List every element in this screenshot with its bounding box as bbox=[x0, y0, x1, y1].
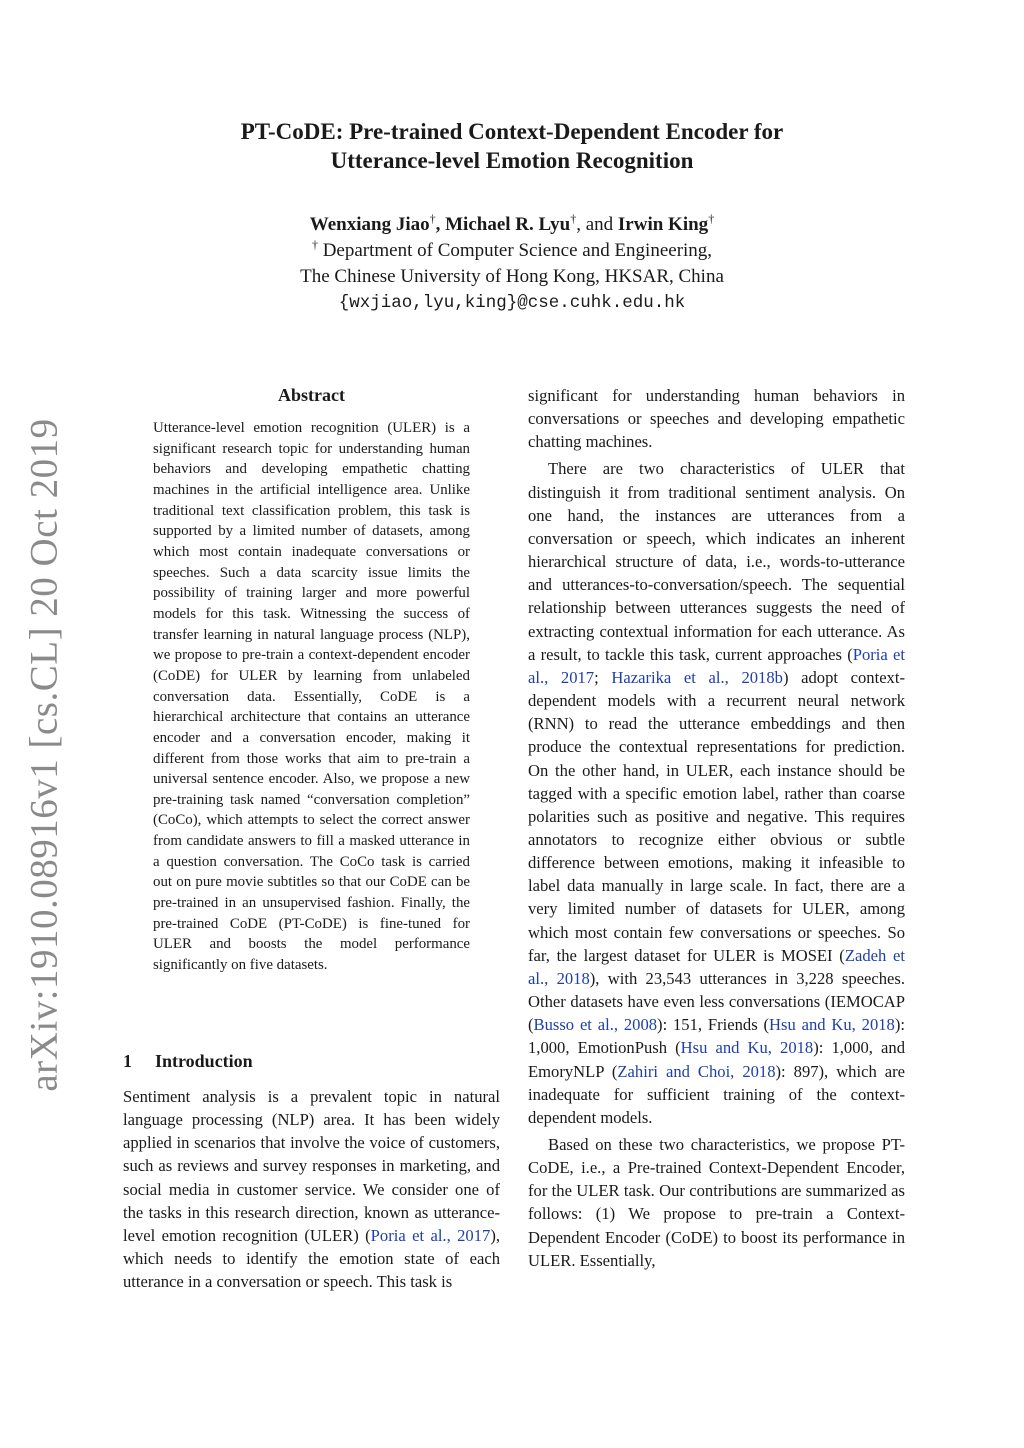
dagger-mark: † bbox=[570, 211, 577, 226]
right-column bbox=[528, 384, 905, 1272]
citation-link[interactable]: Busso et al., 2008 bbox=[533, 1015, 658, 1035]
arxiv-identifier bbox=[20, 418, 68, 1092]
affiliation-line-2: The Chinese University of Hong Kong, HKSAR, China bbox=[300, 266, 724, 287]
intro-paragraph-3: Based on these two characteristics, we propose PT-CoDE, i.e., a Pre-trained Context-Dependent Encoder, for the ULER task. Our contributions are summarized as follows: (1) We propose to pre-train a Context-Dependent Encoder (CoDE) to boost its performance in ULER. Essentially, bbox=[528, 1135, 905, 1270]
author-1: Wenxiang Jiao bbox=[309, 214, 430, 235]
intro-paragraph-2 bbox=[528, 457, 905, 1129]
affiliation-department: Department of Computer Science and Engineering, bbox=[322, 240, 713, 261]
paragraph-text: ): 1,000, EmotionPush ( bbox=[528, 1015, 905, 1058]
citation-link[interactable]: Poria et al., 2017 bbox=[528, 644, 905, 687]
citation-link[interactable]: Zahiri and Choi, 2018 bbox=[617, 1061, 776, 1081]
section-heading-introduction bbox=[123, 1049, 253, 1073]
author-block bbox=[120, 212, 904, 316]
paragraph-text: Sentiment analysis is a prevalent topic in natural language processing (NLP) area. It has been widely applied in scenarios that involve the voice of customers, such as reviews and survey responses in marketing, and social media in customer service. We consider one of the tasks in this research direction, known as utterance-level emotion recognition (ULER) ( bbox=[123, 1087, 500, 1245]
paragraph-text: ), with 23,543 utterances in 3,228 speeches. Other datasets have even less conversations (IEMOCAP ( bbox=[528, 968, 905, 1035]
paragraph-text: ): 1,000, and EmoryNLP ( bbox=[528, 1038, 905, 1081]
title-line-1: PT-CoDE: Pre-trained Context-Dependent Encoder for bbox=[240, 119, 784, 144]
paragraph-text: ): 897), which are inadequate for sufficient training of the context-dependent models. bbox=[528, 1061, 905, 1127]
citation-link[interactable]: Zadeh et al., 2018 bbox=[528, 945, 905, 988]
affiliation-line-1 bbox=[120, 238, 904, 264]
paragraph-text: ) adopt context-dependent models with a recurrent neural network (RNN) to read the utterance embeddings and then produce the contextual representations for prediction. On the other hand, in ULER, each instance should be tagged with a specific emotion label, rather than coarse polarities such as positive and negative. This requires annotators to recognize either obvious or subtle difference between emotions, making it infeasible to label data manually in large scale. In fact, there are a very limited number of datasets for ULER, among which most contain few conversations or speeches. So far, the largest dataset for ULER is MOSEI ( bbox=[528, 667, 905, 965]
title-line-2: Utterance-level Emotion Recognition bbox=[330, 148, 694, 173]
arxiv-identifier-text: arXiv:1910.08916v1 [cs.CL] 20 Oct 2019 bbox=[22, 418, 66, 1092]
paragraph-text: ; bbox=[594, 667, 612, 687]
intro-paragraph-1 bbox=[123, 1085, 500, 1293]
citation-link[interactable]: Hazarika et al., 2018b bbox=[611, 667, 783, 687]
dagger-mark: † bbox=[429, 211, 436, 226]
paper-title bbox=[120, 117, 904, 175]
paragraph-text: ), which needs to identify the emotion state of each utterance in a conversation or speech. This task is bbox=[123, 1225, 500, 1292]
abstract-text: Utterance-level emotion recognition (ULER) is a significant research topic for understanding human behaviors and developing empathetic chatting machines in the artificial intelligence area. Unlike traditional text classification problem, this task is supported by a limited number of datasets, among which most contain inadequate conversations or speeches. Such a data scarcity issue limits the possibility of training larger and more powerful models for this task. Witnessing the success of transfer learning in natural language process (NLP), we propose to pre-train a context-dependent encoder (CoDE) for ULER by learning from unlabeled conversation data. Essentially, CoDE is a hierarchical architecture that contains an utterance encoder and a conversation encoder, making it different from those works that aim to pre-train a universal sentence encoder. Also, we propose a new pre-training task named “conversation completion” (CoCo), which attempts to select the correct answer from candidate answers to fill a masked utterance in a question conversation. The CoCo task is carried out on pure movie subtitles so that our CoDE can be pre-trained in an unsupervised fashion. Finally, the pre-trained CoDE (PT-CoDE) is fine-tuned for ULER and boosts the model performance significantly on five datasets. bbox=[153, 420, 470, 974]
section-title: Introduction bbox=[155, 1051, 253, 1071]
dagger-mark: † bbox=[311, 237, 318, 252]
author-separator: , bbox=[435, 214, 446, 235]
author-names bbox=[120, 212, 904, 238]
author-separator: , and bbox=[576, 214, 618, 235]
citation-link[interactable]: Hsu and Ku, 2018 bbox=[769, 1015, 895, 1035]
intro-paragraph-1-continued: significant for understanding human behaviors in conversations or speeches and developing empathetic chatting machines. bbox=[528, 386, 905, 452]
citation-link[interactable]: Poria et al., 2017 bbox=[370, 1225, 491, 1245]
dagger-mark: † bbox=[708, 211, 715, 226]
paragraph-text: ): 151, Friends ( bbox=[657, 1015, 770, 1035]
citation-link[interactable]: Hsu and Ku, 2018 bbox=[680, 1038, 814, 1058]
section-number: 1 bbox=[123, 1051, 132, 1071]
abstract-heading: Abstract bbox=[278, 385, 345, 405]
intro-left-column bbox=[123, 1085, 500, 1293]
paragraph-text: There are two characteristics of ULER that distinguish it from traditional sentiment analysis. On one hand, the instances are utterances from a conversation or speech, which indicates an inherent hierarchical structure of data, i.e., words-to-utterance and utterances-to-conversation/speech. The sequential relationship between utterances suggests the need of extracting contextual information for each utterance. As a result, to tackle this task, current approaches ( bbox=[528, 459, 905, 664]
author-3: Irwin King bbox=[617, 214, 709, 235]
author-2: Michael R. Lyu bbox=[445, 214, 571, 235]
author-email: {wxjiao,lyu,king}@cse.cuhk.edu.hk bbox=[338, 293, 686, 313]
